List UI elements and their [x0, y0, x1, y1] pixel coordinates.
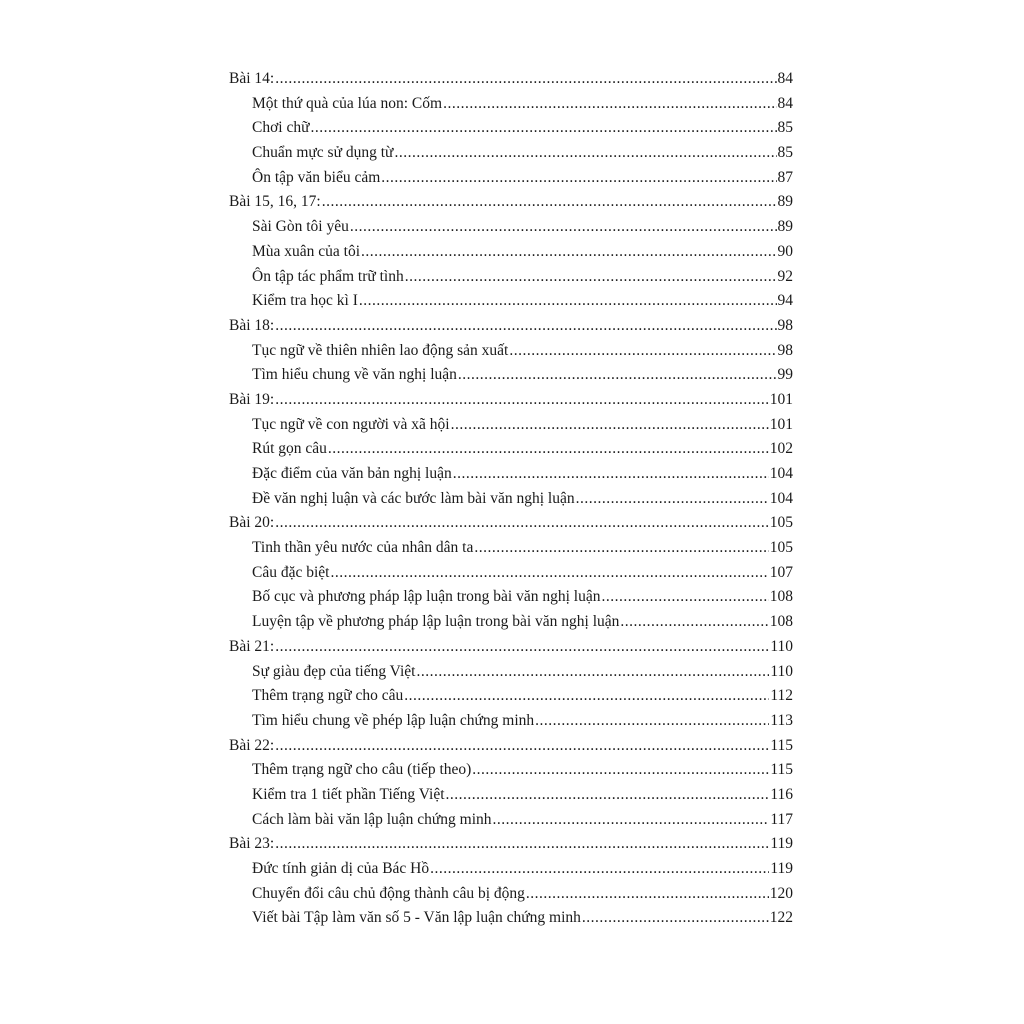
toc-entry-page-number: 98: [777, 316, 793, 334]
toc-entry-page-number: 107: [769, 563, 793, 581]
dot-leader: [443, 92, 776, 117]
toc-entry: [229, 363, 793, 388]
toc-entry-title: Chuyển đổi câu chủ động thành câu bị động: [252, 884, 525, 902]
toc-entry-page-number: 105: [769, 539, 793, 557]
dot-leader: [526, 882, 769, 907]
toc-section-entry: [229, 314, 793, 339]
toc-entry-page-number: 115: [770, 761, 793, 779]
toc-entry: [229, 166, 793, 191]
dot-leader: [620, 610, 768, 635]
toc-entry: [229, 709, 793, 734]
toc-section-entry: [229, 832, 793, 857]
toc-entry-page-number: 84: [777, 94, 793, 112]
toc-entry-page-number: 104: [769, 465, 793, 482]
dot-leader: [474, 536, 768, 561]
toc-entry-page-number: 90: [777, 242, 793, 260]
dot-leader: [275, 388, 769, 413]
toc-entry: [229, 339, 793, 364]
dot-leader: [451, 413, 769, 438]
toc-entry: [229, 240, 793, 265]
toc-entry-page-number: 122: [769, 909, 793, 927]
toc-entry-title: Viết bài Tập làm văn số 5 - Văn lập luận chứng minh: [252, 909, 581, 927]
toc-entry: [229, 462, 793, 487]
toc-entry-page-number: 108: [769, 613, 793, 631]
toc-entry-page-number: 87: [777, 168, 793, 186]
toc-entry-title: Tục ngữ về con người và xã hội: [252, 415, 450, 433]
toc-section-entry: [229, 67, 793, 92]
dot-leader: [275, 832, 769, 857]
toc-entry: [229, 783, 793, 808]
toc-entry-page-number: 85: [777, 119, 793, 137]
toc-entry-title: Đề văn nghị luận và các bước làm bài văn nghị luận: [252, 489, 575, 507]
toc-entry-title: Một thứ quà của lúa non: Cốm: [252, 94, 443, 112]
dot-leader: [472, 758, 769, 783]
toc-entry: [229, 289, 793, 314]
toc-entry: [229, 857, 793, 882]
toc-entry-page-number: 110: [770, 662, 793, 680]
toc-entry: [229, 808, 793, 833]
toc-entry-page-number: 119: [770, 860, 793, 877]
toc-entry-page-number: 99: [777, 366, 793, 384]
toc-entry-page-number: 89: [777, 193, 793, 211]
dot-leader: [493, 808, 770, 833]
toc-entry-title: Ôn tập văn biểu cảm: [252, 168, 381, 186]
dot-leader: [509, 339, 776, 364]
dot-leader: [275, 314, 776, 339]
toc-entry-title: Tìm hiểu chung về văn nghị luận: [252, 366, 457, 384]
dot-leader: [535, 709, 769, 734]
toc-entry-page-number: 105: [769, 514, 793, 532]
toc-entry-title: Bài 22:: [229, 736, 275, 754]
toc-entry: [229, 413, 793, 438]
toc-entry: [229, 536, 793, 561]
toc-entry-page-number: 92: [777, 267, 793, 285]
toc-entry-page-number: 112: [770, 687, 793, 705]
dot-leader: [416, 660, 769, 685]
toc-entry-title: Tinh thần yêu nước của nhân dân ta: [252, 539, 474, 557]
toc-entry-page-number: 115: [770, 736, 793, 754]
table-of-contents: [229, 67, 793, 931]
toc-entry: [229, 585, 793, 610]
dot-leader: [275, 67, 776, 92]
dot-leader: [458, 363, 777, 388]
toc-entry-page-number: 102: [769, 440, 793, 458]
dot-leader: [582, 906, 769, 931]
dot-leader: [453, 462, 769, 487]
dot-leader: [275, 734, 769, 759]
toc-entry-page-number: 108: [769, 588, 793, 606]
toc-entry-page-number: 120: [769, 884, 793, 902]
toc-entry-title: Cách làm bài văn lập luận chứng minh: [252, 810, 492, 828]
toc-entry: [229, 265, 793, 290]
dot-leader: [430, 857, 769, 882]
toc-entry-page-number: 89: [777, 218, 793, 236]
toc-entry-page-number: 101: [769, 390, 793, 408]
toc-entry: [229, 141, 793, 166]
toc-entry-title: Bài 21:: [229, 637, 275, 655]
dot-leader: [328, 437, 769, 462]
toc-entry-title: Bài 18:: [229, 316, 275, 334]
toc-entry-page-number: 119: [770, 835, 793, 853]
toc-entry: [229, 92, 793, 117]
toc-entry-title: Kiểm tra 1 tiết phần Tiếng Việt: [252, 785, 445, 803]
dot-leader: [322, 190, 777, 215]
toc-entry-title: Bài 15, 16, 17:: [229, 193, 321, 211]
toc-entry-title: Chơi chữ: [252, 119, 310, 137]
toc-entry: [229, 660, 793, 685]
toc-entry-title: Câu đặc biệt: [252, 563, 330, 581]
dot-leader: [330, 561, 768, 586]
toc-entry: [229, 882, 793, 907]
toc-entry-page-number: 84: [777, 70, 793, 87]
toc-entry-title: Bài 19:: [229, 390, 275, 408]
toc-entry-title: Chuẩn mực sử dụng từ: [252, 144, 394, 162]
toc-entry-title: Đức tính giản dị của Bác Hồ: [252, 860, 430, 877]
dot-leader: [381, 166, 776, 191]
toc-entry-title: Bài 14:: [229, 70, 275, 87]
toc-entry-title: Bài 23:: [229, 835, 275, 853]
toc-entry-page-number: 113: [770, 711, 793, 729]
toc-entry-page-number: 94: [777, 292, 793, 310]
toc-entry: [229, 561, 793, 586]
toc-entry-title: Mùa xuân của tôi: [252, 242, 361, 260]
toc-entry-title: Bài 20:: [229, 514, 275, 532]
toc-entry-title: Rút gọn câu: [252, 440, 327, 458]
dot-leader: [275, 511, 769, 536]
dot-leader: [394, 141, 776, 166]
dot-leader: [311, 116, 777, 141]
toc-entry-title: Thêm trạng ngữ cho câu (tiếp theo): [252, 761, 472, 779]
toc-entry: [229, 684, 793, 709]
toc-entry-title: Đặc điểm của văn bản nghị luận: [252, 465, 452, 482]
toc-entry-title: Bố cục và phương pháp lập luận trong bài văn nghị luận: [252, 588, 601, 606]
toc-entry: [229, 116, 793, 141]
dot-leader: [275, 635, 769, 660]
toc-entry: [229, 487, 793, 512]
toc-entry-title: Tìm hiểu chung về phép lập luận chứng minh: [252, 711, 535, 729]
toc-entry: [229, 758, 793, 783]
dot-leader: [576, 487, 769, 512]
dot-leader: [405, 265, 777, 290]
dot-leader: [361, 240, 776, 265]
toc-section-entry: [229, 635, 793, 660]
toc-section-entry: [229, 511, 793, 536]
toc-entry: [229, 610, 793, 635]
dot-leader: [601, 585, 768, 610]
dot-leader: [350, 215, 777, 240]
toc-entry: [229, 906, 793, 931]
toc-entry-page-number: 104: [769, 489, 793, 507]
toc-section-entry: [229, 388, 793, 413]
toc-entry-title: Kiểm tra học kì I: [252, 292, 358, 310]
toc-entry-page-number: 110: [770, 637, 793, 655]
toc-section-entry: [229, 190, 793, 215]
toc-entry-title: Thêm trạng ngữ cho câu: [252, 687, 404, 705]
toc-entry-title: Sự giàu đẹp của tiếng Việt: [252, 662, 416, 680]
toc-entry-page-number: 98: [777, 341, 793, 359]
toc-entry-page-number: 101: [769, 415, 793, 433]
dot-leader: [404, 684, 769, 709]
toc-entry-page-number: 117: [770, 810, 793, 828]
toc-entry-title: Sài Gòn tôi yêu: [252, 218, 349, 236]
toc-entry-page-number: 116: [770, 785, 793, 803]
dot-leader: [446, 783, 770, 808]
toc-entry-page-number: 85: [777, 144, 793, 162]
toc-entry-title: Luyện tập về phương pháp lập luận trong bài văn nghị luận: [252, 613, 620, 631]
toc-entry-title: Tục ngữ về thiên nhiên lao động sản xuất: [252, 341, 509, 359]
toc-entry: [229, 437, 793, 462]
toc-entry: [229, 215, 793, 240]
toc-entry-title: Ôn tập tác phẩm trữ tình: [252, 267, 404, 285]
dot-leader: [359, 289, 777, 314]
toc-section-entry: [229, 734, 793, 759]
